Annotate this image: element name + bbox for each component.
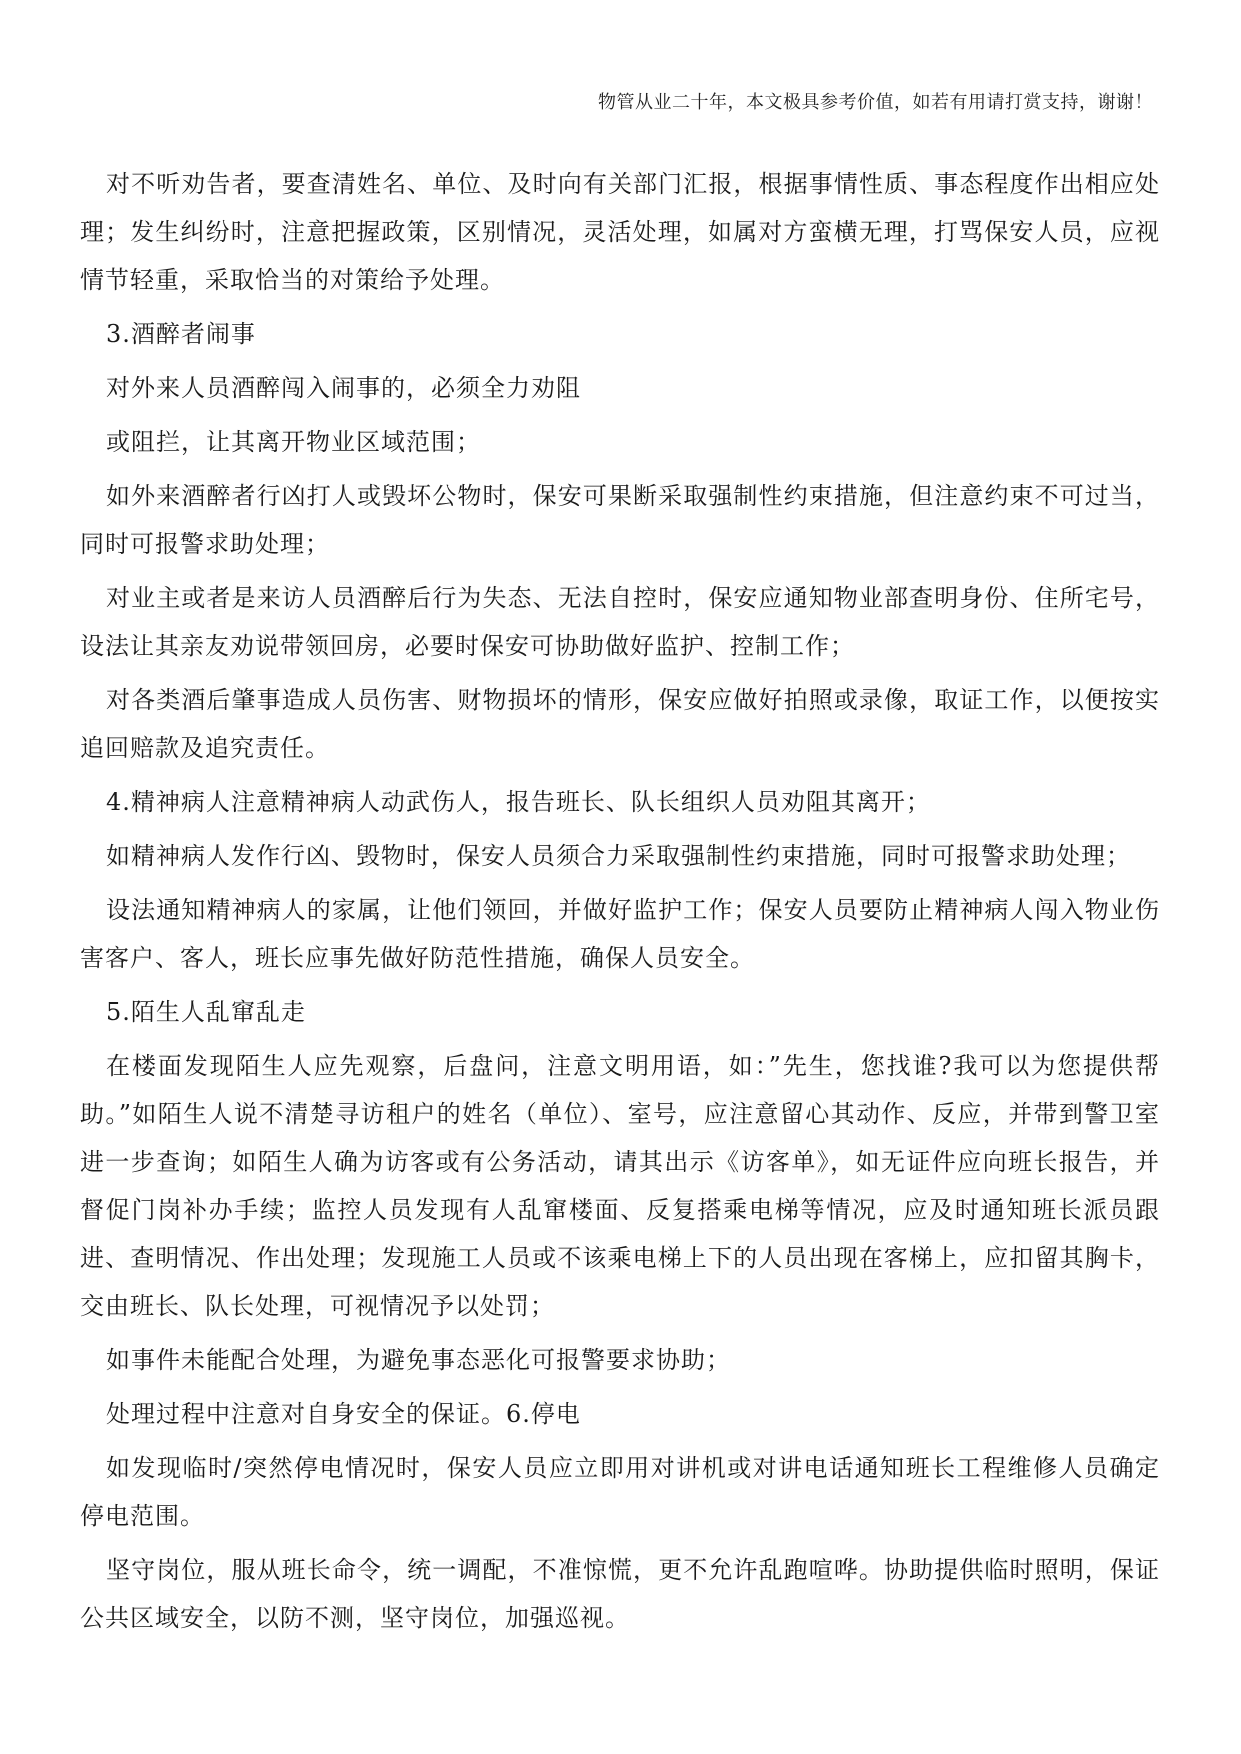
document-body — [80, 160, 1160, 1648]
paragraph: 对不听劝告者，要查清姓名、单位、及时向有关部门汇报，根据事情性质、事态程度作出相应处理；发生纠纷时，注意把握政策，区别情况，灵活处理，如属对方蛮横无理，打骂保安人员，应视情节轻重，采取恰当的对策给予处理。 — [80, 170, 1160, 294]
paragraph: 如发现临时/突然停电情况时，保安人员应立即用对讲机或对讲电话通知班长工程维修人员确定停电范围。 — [80, 1454, 1160, 1530]
section-heading: 5.陌生人乱窜乱走 — [106, 998, 306, 1026]
paragraph: 如事件未能配合处理，为避免事态恶化可报警要求协助； — [106, 1346, 731, 1374]
paragraph: 坚守岗位，服从班长命令，统一调配，不准惊慌，更不允许乱跑喧哗。协助提供临时照明，保证公共区域安全，以防不测，坚守岗位，加强巡视。 — [80, 1556, 1160, 1632]
paragraph: 或阻拦，让其离开物业区域范围； — [106, 428, 481, 456]
paragraph: 处理过程中注意对自身安全的保证。6.停电 — [106, 1400, 581, 1428]
paragraph: 对业主或者是来访人员酒醉后行为失态、无法自控时，保安应通知物业部查明身份、住所宅号，设法让其亲友劝说带领回房，必要时保安可协助做好监护、控制工作； — [80, 584, 1160, 660]
section-heading: 3.酒醉者闹事 — [106, 320, 256, 348]
paragraph: 如外来酒醉者行凶打人或毁坏公物时，保安可果断采取强制性约束措施，但注意约束不可过当，同时可报警求助处理； — [80, 482, 1160, 558]
paragraph: 对各类酒后肇事造成人员伤害、财物损坏的情形，保安应做好拍照或录像，取证工作，以便按实追回赔款及追究责任。 — [80, 686, 1160, 762]
header-note: 物管从业二十年，本文极具参考价值，如若有用请打赏支持，谢谢！ — [598, 92, 1153, 113]
section-heading: 4.精神病人注意精神病人动武伤人，报告班长、队长组织人员劝阻其离开； — [106, 788, 931, 816]
paragraph: 如精神病人发作行凶、毁物时，保安人员须合力采取强制性约束措施，同时可报警求助处理； — [106, 842, 1131, 870]
paragraph: 对外来人员酒醉闯入闹事的，必须全力劝阻 — [106, 374, 581, 402]
paragraph: 在楼面发现陌生人应先观察，后盘问，注意文明用语，如：”先生，您找谁?我可以为您提供帮助。”如陌生人说不清楚寻访租户的姓名（单位）、室号，应注意留心其动作、反应，并带到警卫室进一步查询；如陌生人确为访客或有公务活动，请其出示《访客单》，如无证件应向班长报告，并督促门岗补办手续；监控人员发现有人乱窜楼面、反复搭乘电梯等情况，应及时通知班长派员跟进、查明情况、作出处理；发现施工人员或不该乘电梯上下的人员出现在客梯上，应扣留其胸卡，交由班长、队长处理，可视情况予以处罚； — [80, 1052, 1160, 1320]
paragraph: 设法通知精神病人的家属，让他们领回，并做好监护工作；保安人员要防止精神病人闯入物业伤害客户、客人，班长应事先做好防范性措施，确保人员安全。 — [80, 896, 1160, 972]
